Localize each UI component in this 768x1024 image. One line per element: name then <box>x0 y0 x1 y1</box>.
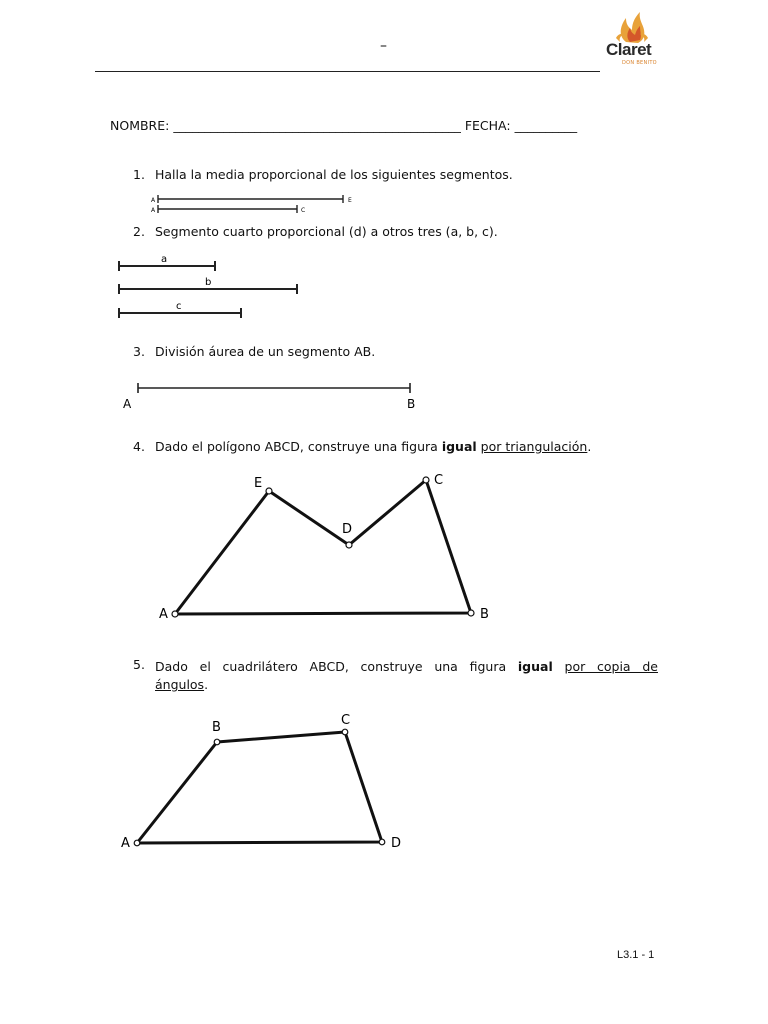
label-c: c <box>176 301 182 312</box>
text-before: Dado el cuadrilátero ABCD, construye una figura <box>155 659 518 674</box>
exercise-number: 4. <box>133 439 145 454</box>
exercise-4 <box>133 439 663 457</box>
exercise-text <box>155 657 658 677</box>
page-code: L3.1 - 1 <box>617 949 655 961</box>
exercise-1 <box>133 167 663 185</box>
vertex-a: A <box>121 836 130 851</box>
exercise-number: 2. <box>133 224 145 239</box>
label-a: a <box>161 254 168 265</box>
exercise-5 <box>133 657 663 697</box>
name-date-row <box>110 118 577 133</box>
name-blank: ______________________________________________ <box>173 118 461 133</box>
label-a: A <box>123 397 132 411</box>
vertex-d: D <box>391 836 402 851</box>
exercise-3-segment <box>118 376 428 414</box>
claret-logo <box>600 8 664 72</box>
label-e: E <box>348 197 352 204</box>
exercise-2 <box>133 224 663 242</box>
date-label: FECHA: <box>464 118 511 133</box>
label-a-bottom: A <box>151 207 156 214</box>
label-b: B <box>407 397 416 411</box>
underlined-text-2: ángulos <box>155 677 205 692</box>
header-dash: – <box>380 38 387 54</box>
exercise-number: 3. <box>133 344 145 359</box>
bold-word: igual <box>517 659 553 674</box>
vertex-b: B <box>480 607 489 622</box>
vertex-a: A <box>159 607 168 622</box>
exercise-text: Segmento cuarto proporcional (d) a otros tres (a, b, c). <box>155 224 498 239</box>
vertex-c: C <box>434 473 444 488</box>
logo-subtitle: DON BENITO <box>622 60 657 66</box>
header-rule <box>95 71 600 72</box>
vertex-e: E <box>254 476 263 491</box>
underlined-text: por copia de <box>564 659 658 674</box>
label-a-top: A <box>151 197 156 204</box>
exercise-text: División áurea de un segmento AB. <box>155 344 376 359</box>
label-b: b <box>205 277 212 288</box>
bold-word: igual <box>441 439 477 454</box>
label-c: C <box>301 207 306 214</box>
vertex-c: C <box>341 713 351 728</box>
exercise-2-segments <box>110 250 310 325</box>
exercise-text <box>155 439 591 454</box>
exercise-3 <box>133 344 663 362</box>
vertex-b: B <box>212 720 221 735</box>
text-after: . <box>204 677 209 692</box>
exercise-number: 1. <box>133 167 145 182</box>
text-before: Dado el polígono ABCD, construye una figura <box>155 439 442 454</box>
exercise-text: Halla la media proporcional de los siguientes segmentos. <box>155 167 513 182</box>
exercise-number: 5. <box>133 657 145 672</box>
logo-wordmark: Claret <box>606 40 652 59</box>
underlined-text: por triangulación <box>480 439 588 454</box>
exercise-1-segments <box>145 190 365 216</box>
vertex-d: D <box>342 522 353 537</box>
quadrilateral-abcd <box>115 710 415 860</box>
date-blank: __________ <box>514 118 578 133</box>
exercise-text-line2 <box>155 677 208 692</box>
name-label: NOMBRE: <box>110 118 170 133</box>
polygon-abcde <box>155 465 505 630</box>
space <box>553 659 565 674</box>
text-after: . <box>587 439 592 454</box>
